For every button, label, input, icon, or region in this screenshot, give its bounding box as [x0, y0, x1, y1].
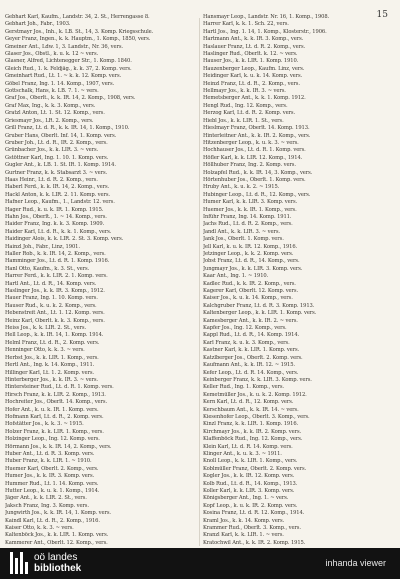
directory-entry: Jandl Ant., k. k. LIR. 3. ~ vers.	[203, 228, 280, 235]
directory-entry: Kadlec Rud., k. k. IR. 2. Komp., vers.	[203, 280, 296, 287]
directory-entry: Göbel Franz, Ing. 1. 14. Komp., 1907, vers.	[5, 80, 115, 87]
directory-entry: Hager Rud., k. u. k. IR. 1. Komp. 1915.	[5, 206, 104, 213]
directory-entry: Huber Ant., Lt. d. R. 3. Komp. vers.	[5, 450, 95, 457]
directory-entry: Kinzl Franz, k. k. LIR. 1. Komp. 1916.	[203, 421, 299, 428]
page-number: 15	[376, 10, 388, 20]
logo-line-1: oö landes	[34, 552, 78, 563]
directory-entry: Hartmann Ant., k. k. IR. 3. Komp., vers.	[203, 36, 304, 43]
directory-entry: Hochreiter Jos., Oberlt. 14. Komp., vers.	[5, 399, 107, 406]
directory-entry: Jachs Rud., Lt. d. R. 2. Komp., vers.	[203, 221, 293, 228]
directory-entry: Humer Jos., k. k. IR. 3. Komp. vers.	[5, 473, 95, 480]
directory-entry: Hieslmayr Franz, Oberlt. 14. Komp. 1913.	[203, 125, 310, 132]
directory-entry: Gmeinhart Rud., Lt. 1. ~ k. k. 12. Komp. vers.	[5, 73, 122, 80]
directory-entry: Krammer Rud., Oberlt. 3. Komp., vers.	[203, 525, 301, 532]
directory-entry: Hinterleitner Ant., k. k. IR. 2. Komp., vers.	[203, 132, 311, 139]
directory-entry: Hirsch Franz, k. k. LIR. 2. Komp., 1913.	[5, 391, 106, 398]
directory-entry: Kemetmüller Jos., k. u. k. 2. Komp. 1912.	[203, 391, 307, 398]
directory-entry: Hengl Rud., Ing. 12. Komp., vers.	[203, 102, 288, 109]
directory-entry: Jank Jos., Oberlt. 1. Komp. vers.	[203, 236, 284, 243]
directory-entry: Heidinger Karl, k. u. k. 14. Komp. vers.	[203, 73, 303, 80]
library-logo[interactable]	[10, 552, 81, 574]
directory-entry: Kern Karl, Lt. d. R., 12. Komp. vers.	[203, 399, 294, 406]
directory-entry: Hintersteiner Rud., Lt. d. R. 1. Komp. vers.	[5, 384, 114, 391]
directory-entry: Kosina Franz, Lt. d. R. 12. Komp., 1914.	[203, 510, 305, 517]
directory-entry: Klein Karl, Lt. d. R. 14. Komp. vers.	[203, 443, 293, 450]
directory-entry: Kalchgruber Franz, Lt. d. R. 3. Komp. 1913.	[203, 302, 315, 309]
directory-entry: Gmeiner Ant., Ldw. 1, 3. Landstr., Nr. 36, vers.	[5, 43, 123, 50]
directory-entry: Grill Franz, Lt. d. R., k. k. IR. 14, 1. Komp., 1910.	[5, 125, 130, 132]
directory-entry: Gruber Joh., Lt. d. R., IR. 2. Komp., vers.	[5, 139, 108, 146]
directory-entry: Katzlberger Jos., Oberlt. 2. Komp. vers.	[203, 354, 303, 361]
directory-entry: Hitzenberger Leop., k. u. k. 3. ~ vers.	[203, 139, 299, 146]
directory-entry: Haslinger Rud., Oberlt. k. 12. ~ vers.	[203, 51, 298, 58]
directory-entry: Geyer Franz, Ingen., k. k. Hauptm., 1. Komp., 1850, vers.	[5, 36, 151, 43]
directory-entry: Kaar Ant., Ing. 1. ~ 1910.	[203, 273, 269, 280]
directory-entry: Koblmüller Franz, Oberlt. 2. Komp. vers.	[203, 465, 307, 472]
directory-entry: Huemer Jos., k. k. IR. 1. Komp., vers.	[203, 206, 297, 213]
directory-entry: Heiss Jos., k. k. LIR. 2. St., vers.	[5, 325, 86, 332]
directory-entry: Kogler Jos., k. k. IR. 12. Komp. vers.	[203, 473, 295, 480]
directory-entry: Hummer Rud., Lt. 1. 14. Komp. vers.	[5, 480, 99, 487]
directory-entry: Kiesenhofer Leop., Oberlt. 3. Komp., vers.	[203, 413, 310, 420]
left-column	[5, 14, 193, 547]
directory-entry: Hauser Rud., k. u. k. 2. Komp., vers.	[5, 302, 97, 309]
directory-entry: Graf Max, Ing., k. k. 3. Komp., vers.	[5, 102, 96, 109]
directory-entry: Koller Karl, k. k. LIR. 3. Komp. vers.	[203, 488, 295, 494]
directory-entry: Hainzl Joh., Fabr., Linz, 1901.	[5, 243, 80, 250]
directory-entry: Jäger Ant., k. k. LIR. 2. St., vers.	[5, 495, 87, 502]
directory-entry: Hansmayr Leop., Landstr. Nr. 16, 1. Komp., 1908.	[203, 14, 330, 20]
directory-entry: Herbst Jos., k. k. LIR. 1. Komp., vers.	[5, 354, 99, 361]
directory-entry: Glasner, Alfred, Lichtenegger Str., 1. Komp. 1840.	[5, 58, 132, 65]
directory-entry: Kirchmayr Jos., k. k. IR. 2. Komp. vers.	[203, 428, 302, 435]
directory-entry: Hofstätter Jos., k. k. 3. ~ 1915.	[5, 421, 84, 428]
directory-entry: Hutter Leop., k. u. k. 1. Komp., 1914.	[5, 488, 100, 494]
directory-entry: Hinterberger Jos., k. k. IR. 3. ~ vers.	[5, 376, 98, 383]
directory-entry: Hofer Ant., k. u. k. IR. 1. Komp. vers.	[5, 406, 99, 413]
directory-entry: Haidinger Alois, k. k. LIR. 2. St. 3. Komp. vers.	[5, 236, 124, 243]
directory-entry: Kefer Leop., Lt. d. R. 14. Komp., vers.	[203, 369, 299, 376]
directory-entry: Hörmann Jos., k. k. IR. 14, 2. Komp., vers.	[5, 443, 112, 450]
directory-entry: Helml Franz, Lt. d. R., 2. Komp. vers.	[5, 339, 100, 346]
directory-entry: Haider Karl, Lt. d. R., k. k. 1. Komp., vers.	[5, 228, 112, 235]
directory-entry: Jobst Franz, Lt. d. R., 14. Komp., vers.	[203, 258, 300, 265]
viewer-footer-bar	[0, 548, 400, 579]
directory-entry: Hartl Jos., Ing. 1. 14, 1. Komp., Klosterstr., 1906.	[203, 28, 327, 35]
directory-entry: Kopf Leop., k. u. k. IR. 2. Komp. vers.	[203, 502, 298, 509]
directory-entry: Haberl Ferd., k. k. IR. 14, 2. Komp., vers.	[5, 184, 110, 191]
directory-entry: Herzog Karl, Lt. d. R. 2. Komp. vers.	[203, 110, 296, 117]
directory-entry: Höllhuber Franz, Ing. 2. Komp. vers.	[203, 162, 296, 169]
directory-entry: Hartl Ant., Lt. d. R., 14. Komp. vers.	[5, 280, 97, 287]
directory-entry: Gurtner Franz, k. k. Stabsarzt 3. ~ vers.	[5, 169, 108, 176]
directory-entry: Gerstmayr Jos., Inh., k. LB. St., 14, 3. Komp. Kriegsschule.	[5, 28, 154, 35]
directory-entry: Kranzl Karl, k. k. LIR. 1. ~ vers.	[203, 532, 284, 539]
directory-entry: Jell Karl, k. u. k. IR. 12. Komp., 1916.	[203, 243, 298, 250]
directory-entry: Glaser Jos., Obstl., k. u. k. 12 ~ vers.	[5, 51, 99, 58]
directory-entry: Hamminger Jos., Lt. d. R. 1. Komp. 1916.	[5, 258, 110, 265]
directory-entry: Kaltenböck Jos., k. k. LIR. 1. Komp. vers.	[5, 532, 109, 539]
directory-entry: Gstöttner Karl, Ing. 1. 10. 1. Komp. vers.	[5, 154, 109, 161]
directory-entry: Griesmayr Jos., LR. 2. Komp., vers.	[5, 117, 94, 124]
directory-entry: Gebhart Karl, Kaufm., Landstr. 34, 2. St., Herrengasse 8.	[5, 14, 150, 20]
directory-entry: Hebenstreit Ant., Lt. 1. 12. Komp. vers.	[5, 310, 105, 317]
directory-entry: Graf Jos., Oberlt., k. k. IR. 14, 2. Komp., 1908, vers.	[5, 95, 136, 102]
directory-entry: Klinger Ant., k. u. k. 3. ~ 1911.	[203, 450, 282, 457]
directory-entry: Hubinger Leop., Lt. d. R., 12. Komp., vers.	[203, 191, 311, 198]
directory-entry: Jungwirth Jos., k. k. IR. 14, 1. Komp. vers.	[5, 510, 111, 517]
directory-entry: Hell Leop., k. k. IR. 14, 1. Komp. 1914.	[5, 332, 104, 339]
column-divider	[199, 18, 200, 546]
directory-entry: Hiebl Jos., k. k. LIR. 1. St., vers.	[203, 117, 284, 124]
directory-entry: Hahn Jos., Oberlt., 1. ~ 14. Komp., vers.	[5, 213, 107, 220]
directory-entry: Henninger Otto, k. k. 3. ~ vers.	[5, 347, 85, 354]
directory-entry: Hafner Leop., Kaufm., 1., Landstr. 12. vers.	[5, 199, 115, 206]
directory-entry: Kamesberger Ant., k. k. IR. 2. ~ vers.	[203, 317, 298, 324]
directory-entry: Hertl Ant., Ing. k. 14. Komp., 1911.	[5, 362, 95, 369]
directory-entry: Kapfer Jos., Ing. 12. Komp., vers.	[203, 325, 287, 332]
directory-entry: Gratzl Anton, Lt. 1. St. 12. Komp., vers.	[5, 110, 105, 117]
directory-entry: Kammerer Ant., Oberlt. 12. Komp., vers.	[5, 539, 108, 546]
directory-entry: Hauser Jos., k. k. LIR. 1. Komp. 1910.	[203, 58, 299, 65]
directory-entry: Hellmayr Jos., k. k. IR. 3. ~ vers.	[203, 88, 286, 95]
directory-entry: Humer Karl, k. k. LIR. 3. Komp. vers.	[203, 199, 298, 206]
right-column	[203, 14, 391, 547]
directory-entry: Kaiser Jos., k. u. k. 14. Komp., vers.	[203, 295, 293, 302]
directory-entry: Hruby Ant., k. u. k. 2. ~ 1915.	[203, 184, 280, 191]
directory-entry: Haslauer Franz, Lt. d. R. 2. Komp., vers.	[203, 43, 306, 50]
directory-entry: Harrer Ferd., k. k. LIR. 2. 1. Komp. vers.	[5, 273, 108, 280]
directory-entry: Heinzl Franz, Lt. d. R., 2. Komp., vers.	[203, 80, 300, 87]
directory-entry: Holzinger Leop., Ing. 12. Komp. vers.	[5, 436, 100, 443]
directory-entry: Holzer Franz, k. k. LIR. 1. Komp., vers.	[5, 428, 104, 435]
directory-entry: Höfler Karl, k. k. LIR. 12. Komp., 1914.	[203, 154, 303, 161]
directory-entry: Hackl Anton, k. k. LIR. 2. 11. Komp. vers.	[5, 191, 110, 198]
directory-entry: Kratochwil Ant., k. k. IR. 2. Komp. 1915.	[203, 539, 306, 546]
directory-entry: Jaksch Franz, Ing. 3. Komp. vers.	[5, 502, 89, 509]
directory-entry: Keinberger Franz, k. k. LIR. 3. Komp. vers.	[203, 376, 312, 383]
viewer-label[interactable]: inhanda viewer	[325, 558, 386, 568]
directory-entry: Kaindl Karl, Lt. d. R., 2. Komp., 1916.	[5, 517, 100, 524]
directory-entry: Hauzenberger Leop., Kaufm. Linz, vers.	[203, 65, 305, 72]
directory-entry: Keller Rud., Ing. 1. Komp., vers.	[203, 384, 284, 391]
directory-entry: Kastner Karl, k. k. LIR. 1. Komp. vers.	[203, 347, 300, 354]
directory-entry: Königsberger Ant., Ing. 1. ~ vers.	[203, 495, 289, 502]
directory-entry: Kerschbaum Ant., k. k. IR. 14. ~ vers.	[203, 406, 299, 413]
directory-entry: Gleich Rud., 1. k. Feldjäg., k. k. 37, 2. Komp. vers.	[5, 65, 132, 72]
directory-entry: Haas Heinr., Lt. d. R. 2. Komp., vers.	[5, 176, 98, 183]
directory-entry: Hochhauser Jos., Lt. d. R. 1. Komp. vers.	[203, 147, 306, 154]
directory-entry: Kappl Rud., Lt. d. R., 14. Komp. 1914.	[203, 332, 300, 339]
directory-entry: Heinz Karl, Oberlt. k. k. 3. Komp., vers.	[5, 317, 105, 324]
directory-entry: Gruber Hans, Oberlt. Inf. 14, 1. Komp. vers.	[5, 132, 117, 139]
directory-entry: Gugler Ant., k. LB. 1. St. IR. 1. Komp. 1914.	[5, 162, 116, 169]
directory-entry: Hanl Otto, Kaufm., k. 3. St., vers.	[5, 265, 90, 272]
directory-entry: Hauer Franz, Ing. 1. 10. Komp. vers.	[5, 295, 98, 302]
directory-entry: Gebhart Joh., Fabr., 1903.	[5, 21, 71, 28]
directory-entry: Holzapfel Rud., k. k. IR. 14, 3. Komp., vers.	[203, 169, 313, 176]
directory-entry: Haider Franz, Ing. k. k. 3. Komp. 1909.	[5, 221, 105, 228]
directory-entry: Kolb Rud., Lt. d. R., 14. Komp., 1913.	[203, 480, 298, 487]
directory-entry: Haller Rob., k. k. IR. 14, 2. Komp., vers.	[5, 251, 106, 257]
directory-entry: Kagerer Karl, Oberlt. 12. Komp. vers.	[203, 288, 298, 295]
directory-entry: Klaffenböck Rud., Ing. 12. Komp., vers.	[203, 436, 303, 443]
directory-entry: Jungmayr Jos., k. k. LIR. 3. Komp. vers.	[203, 265, 303, 272]
directory-entry: Huber Franz, k. k. LIR. 1. ~ 1910.	[5, 458, 92, 465]
directory-entry: Hofmann Karl, Lt. d. R., 2. Komp. vers.	[5, 413, 104, 420]
directory-entry: Grünbacher Jos., k. k. LIR. 3. ~ vers.	[5, 147, 99, 154]
directory-entry: Harrer Karl, k. k. 1. Sch. 22, vers.	[203, 21, 289, 28]
directory-entry: Inführ Franz, Ing. 14. Komp. 1911.	[203, 213, 292, 220]
directory-entry: Hemetsberger Ant., k. k. 1. Komp. 1912.	[203, 95, 306, 102]
directory-entry: Kaltenberger Leop., k. k. LIR. 1. Komp. vers.	[203, 310, 317, 317]
directory-entry: Karl Franz, k. u. k. 3. Komp., vers.	[203, 339, 290, 346]
library-logo-icon	[10, 552, 28, 574]
directory-entry: Knoll Leop., k. k. LIR. 1. Komp., vers.	[203, 458, 298, 465]
directory-entry: Kraml Jos., k. k. 14. Komp. vers.	[203, 517, 285, 524]
logo-line-2: bibliothek	[34, 563, 82, 574]
directory-entry: Kaiser Otto, k. k. 3. ~ vers.	[5, 525, 74, 532]
directory-entry: Haslinger Jos., k. k. IR. 3. Komp., 1912.	[5, 288, 105, 295]
directory-entry: Hillinger Karl, Lt. 1. 2. Komp. vers.	[5, 369, 94, 376]
directory-entry: Jetzinger Leop., k. k. 2. Komp. vers.	[203, 251, 294, 257]
directory-entry: Kaufmann Ant., k. k. IR. 12. ~ 1915.	[203, 362, 295, 369]
library-logo-text	[34, 552, 81, 574]
directory-entry: Hörtenhuber Jos., Oberlt. 1. Komp. vers.	[203, 176, 306, 183]
directory-entry: Gottschalk, Hans, k. LB. 7. 1. ~ vers.	[5, 88, 99, 95]
directory-entry: Huemer Karl, Oberlt. 2. Komp., vers.	[5, 465, 99, 472]
